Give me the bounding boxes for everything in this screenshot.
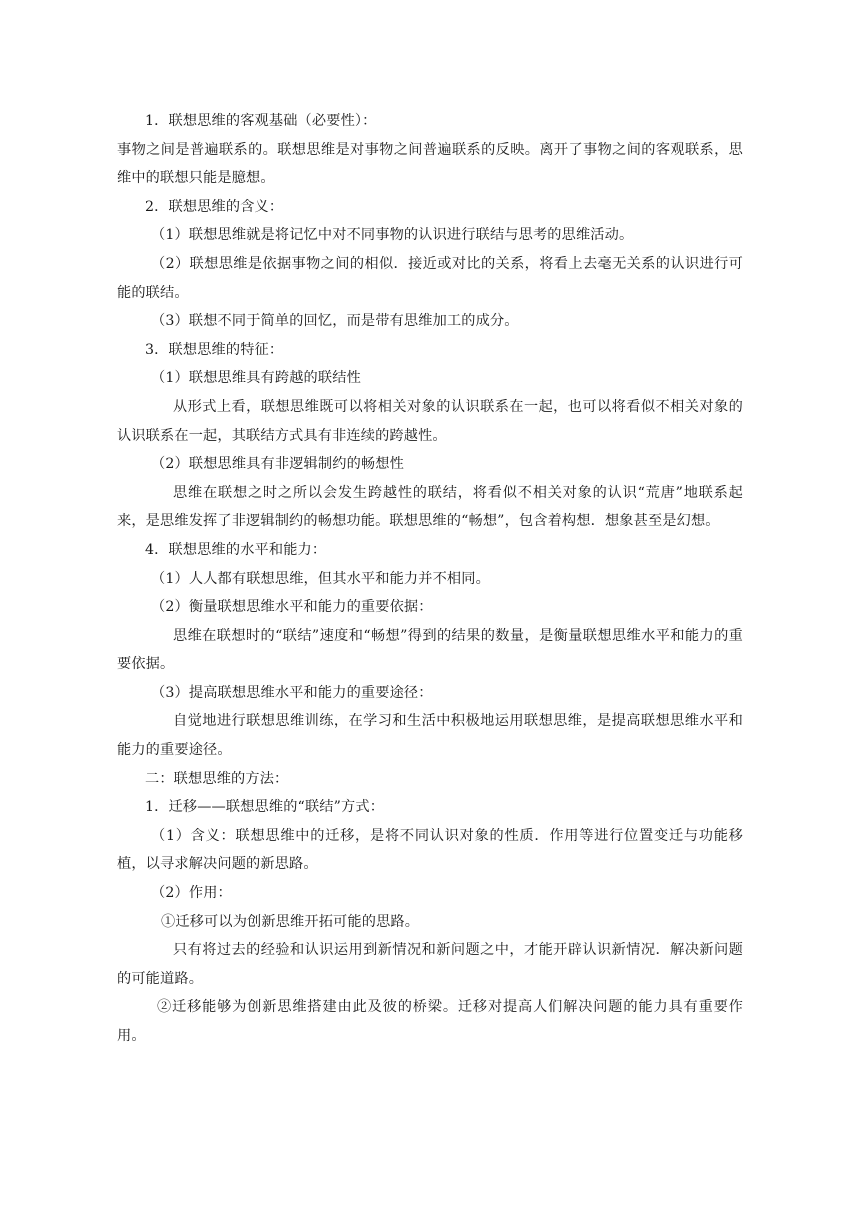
list-item-feature-2: （2）联想思维具有非逻辑制约的畅想性 xyxy=(151,456,404,473)
paragraph-feature-2-detail: 思维在联想之时之所以会发生跨越性的联结，将看似不相关对象的认识“荒唐”地联系起来，是思维发挥了非逻辑制约的畅想功能。联想思维的“畅想”，包含着构想．想象甚至是幻想。 xyxy=(117,484,743,530)
heading-transfer: 1．迁移——联想思维的“联结”方式： xyxy=(145,799,385,816)
list-item-role-2: ②迁移能够为创新思维搭建由此及彼的桥梁。迁移对提高人们解决问题的能力具有重要作用。 xyxy=(117,999,743,1044)
document-body xyxy=(117,107,743,1051)
heading-3-features: 3．联想思维的特征： xyxy=(145,341,284,358)
list-item-role-1: ①迁移可以为创新思维开拓可能的思路。 xyxy=(161,913,420,930)
paragraph-role-1-detail: 只有将过去的经验和认识运用到新情况和新问题之中，才能开辟认识新情况．解决新问题的可能道路。 xyxy=(117,942,743,987)
list-item-meaning-3: （3）联想不同于简单的回忆，而是带有思维加工的成分。 xyxy=(151,313,519,330)
list-item-feature-1: （1）联想思维具有跨越的联结性 xyxy=(151,370,361,387)
paragraph-feature-1-detail: 从形式上看，联想思维既可以将相关对象的认识联系在一起，也可以将看似不相关对象的认识联系在一起，其联结方式具有非连续的跨越性。 xyxy=(117,398,743,444)
list-item-level-2: （2）衡量联想思维水平和能力的重要依据： xyxy=(151,599,433,616)
list-item-meaning-2: （2）联想思维是依据事物之间的相似．接近或对比的关系，将看上去毫无关系的认识进行可能的联结。 xyxy=(117,255,743,301)
list-item-level-3: （3）提高联想思维水平和能力的重要途径： xyxy=(151,684,433,701)
heading-4-level-ability: 4．联想思维的水平和能力： xyxy=(145,541,327,558)
list-item-transfer-meaning: （1）含义：联想思维中的迁移，是将不同认识对象的性质．作用等进行位置变迁与功能移植，以寻求解决问题的新思路。 xyxy=(117,827,743,873)
list-item-level-1: （1）人人都有联想思维，但其水平和能力并不相同。 xyxy=(151,570,490,587)
heading-2-meaning: 2．联想思维的含义： xyxy=(145,198,284,215)
paragraph-universal-connection: 事物之间是普遍联系的。联想思维是对事物之间普遍联系的反映。离开了事物之间的客观联系，思维中的联想只能是臆想。 xyxy=(117,141,743,187)
paragraph-level-2-detail: 思维在联想时的“联结”速度和“畅想”得到的结果的数量，是衡量联想思维水平和能力的重要依据。 xyxy=(117,627,743,673)
section-heading-methods: 二：联想思维的方法： xyxy=(145,770,289,787)
paragraph-level-3-detail: 自觉地进行联想思维训练，在学习和生活中积极地运用联想思维，是提高联想思维水平和能力的重要途径。 xyxy=(117,713,743,759)
heading-1-objective-basis: 1．联想思维的客观基础（必要性）： xyxy=(145,113,377,129)
list-item-transfer-role: （2）作用： xyxy=(151,885,232,902)
list-item-meaning-1: （1）联想思维就是将记忆中对不同事物的认识进行联结与思考的思维活动。 xyxy=(151,227,634,244)
